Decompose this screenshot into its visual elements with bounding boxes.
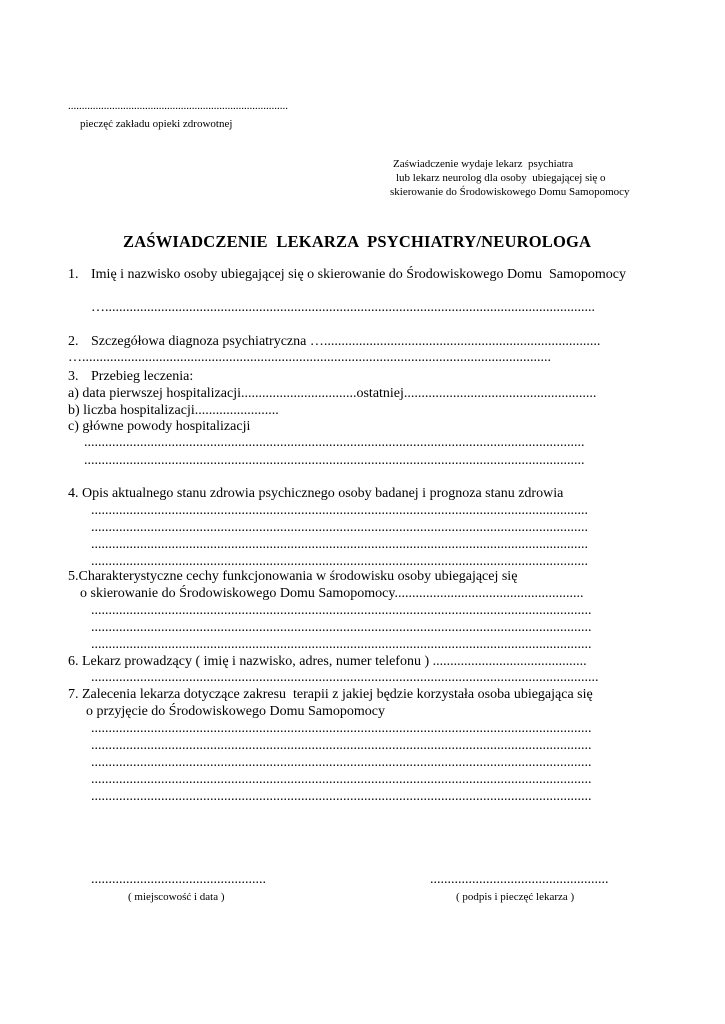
q7-label-line-2: o przyjęcie do Środowiskowego Domu Samopomocy bbox=[86, 704, 386, 719]
q4-label: 4. Opis aktualnego stanu zdrowia psychicznego osoby badanej i prognoza stanu zdrowia bbox=[68, 486, 564, 501]
document-title: ZAŚWIADCZENIE LEKARZA PSYCHIATRY/NEUROLOGA bbox=[123, 232, 592, 251]
q1-number: 1. bbox=[68, 267, 79, 282]
signature-label: ( podpis i pieczęć lekarza ) bbox=[456, 891, 575, 903]
issuer-note-line-1: Zaświadczenie wydaje lekarz psychiatra bbox=[393, 158, 574, 170]
q3-answer-line-1: ............................................................................................................................................... bbox=[84, 435, 585, 450]
q3-answer-line-2: ............................................................................................................................................... bbox=[84, 453, 585, 468]
q1-label: Imię i nazwisko osoby ubiegającej się o skierowanie do Środowiskowego Domu Samopomocy bbox=[91, 267, 627, 282]
q4-answer-line-3: .............................................................................................................................................. bbox=[91, 537, 588, 552]
issuer-note-line-3: skierowanie do Środowiskowego Domu Samopomocy bbox=[390, 186, 630, 198]
q6-label: 6. Lekarz prowadzący ( imię i nazwisko, adres, numer telefonu ) ............................................ bbox=[68, 654, 587, 669]
q4-answer-line-4: .............................................................................................................................................. bbox=[91, 554, 588, 569]
q3-hospitalization-count: b) liczba hospitalizacji........................ bbox=[68, 403, 279, 418]
q5-answer-line-1: ............................................................................................................................................... bbox=[91, 603, 592, 618]
place-date-label: ( miejscowość i data ) bbox=[128, 891, 225, 903]
q5-answer-line-2: ............................................................................................................................................... bbox=[91, 620, 592, 635]
q5-answer-line-3: ............................................................................................................................................... bbox=[91, 637, 592, 652]
q7-label-line-1: 7. Zalecenia lekarza dotyczące zakresu terapii z jakiej będzie korzystała osoba ubiegająca się bbox=[68, 687, 593, 702]
q3-hospitalization-reasons: c) główne powody hospitalizacji bbox=[68, 419, 251, 434]
q7-answer-line-1: ............................................................................................................................................... bbox=[91, 721, 592, 736]
place-date-dots: .................................................. bbox=[91, 872, 266, 887]
signature-dots: ................................................... bbox=[430, 872, 609, 887]
q5-label-line-2: o skierowanie do Środowiskowego Domu Samopomocy...................................................... bbox=[80, 586, 584, 601]
q5-label-line-1: 5.Charakterystyczne cechy funkcjonowania w środowisku osoby ubiegającej się bbox=[68, 569, 518, 584]
stamp-dots: ................................................................................ bbox=[68, 100, 288, 112]
q6-answer-line: ................................................................................................................................................. bbox=[91, 670, 599, 685]
q7-answer-line-4: ............................................................................................................................................... bbox=[91, 772, 592, 787]
q2-answer-line: …...................................................................................................................................... bbox=[68, 350, 551, 365]
q3-label: Przebieg leczenia: bbox=[91, 369, 194, 384]
q2-label: Szczegółowa diagnoza psychiatryczna …............................................................................... bbox=[91, 334, 601, 349]
q1-answer-line: …............................................................................................................................................ bbox=[91, 300, 595, 315]
stamp-label: pieczęć zakładu opieki zdrowotnej bbox=[80, 118, 233, 130]
q3-first-hospitalization: a) data pierwszej hospitalizacji.................................ostatniej....................................................... bbox=[68, 386, 597, 401]
q4-answer-line-2: .............................................................................................................................................. bbox=[91, 520, 588, 535]
q3-number: 3. bbox=[68, 369, 79, 384]
q2-number: 2. bbox=[68, 334, 79, 349]
q4-answer-line-1: .............................................................................................................................................. bbox=[91, 503, 588, 518]
q7-answer-line-2: ............................................................................................................................................... bbox=[91, 738, 592, 753]
q7-answer-line-3: ............................................................................................................................................... bbox=[91, 755, 592, 770]
q7-answer-line-5: ............................................................................................................................................... bbox=[91, 789, 592, 804]
issuer-note-line-2: lub lekarz neurolog dla osoby ubiegającej się o bbox=[396, 172, 606, 184]
